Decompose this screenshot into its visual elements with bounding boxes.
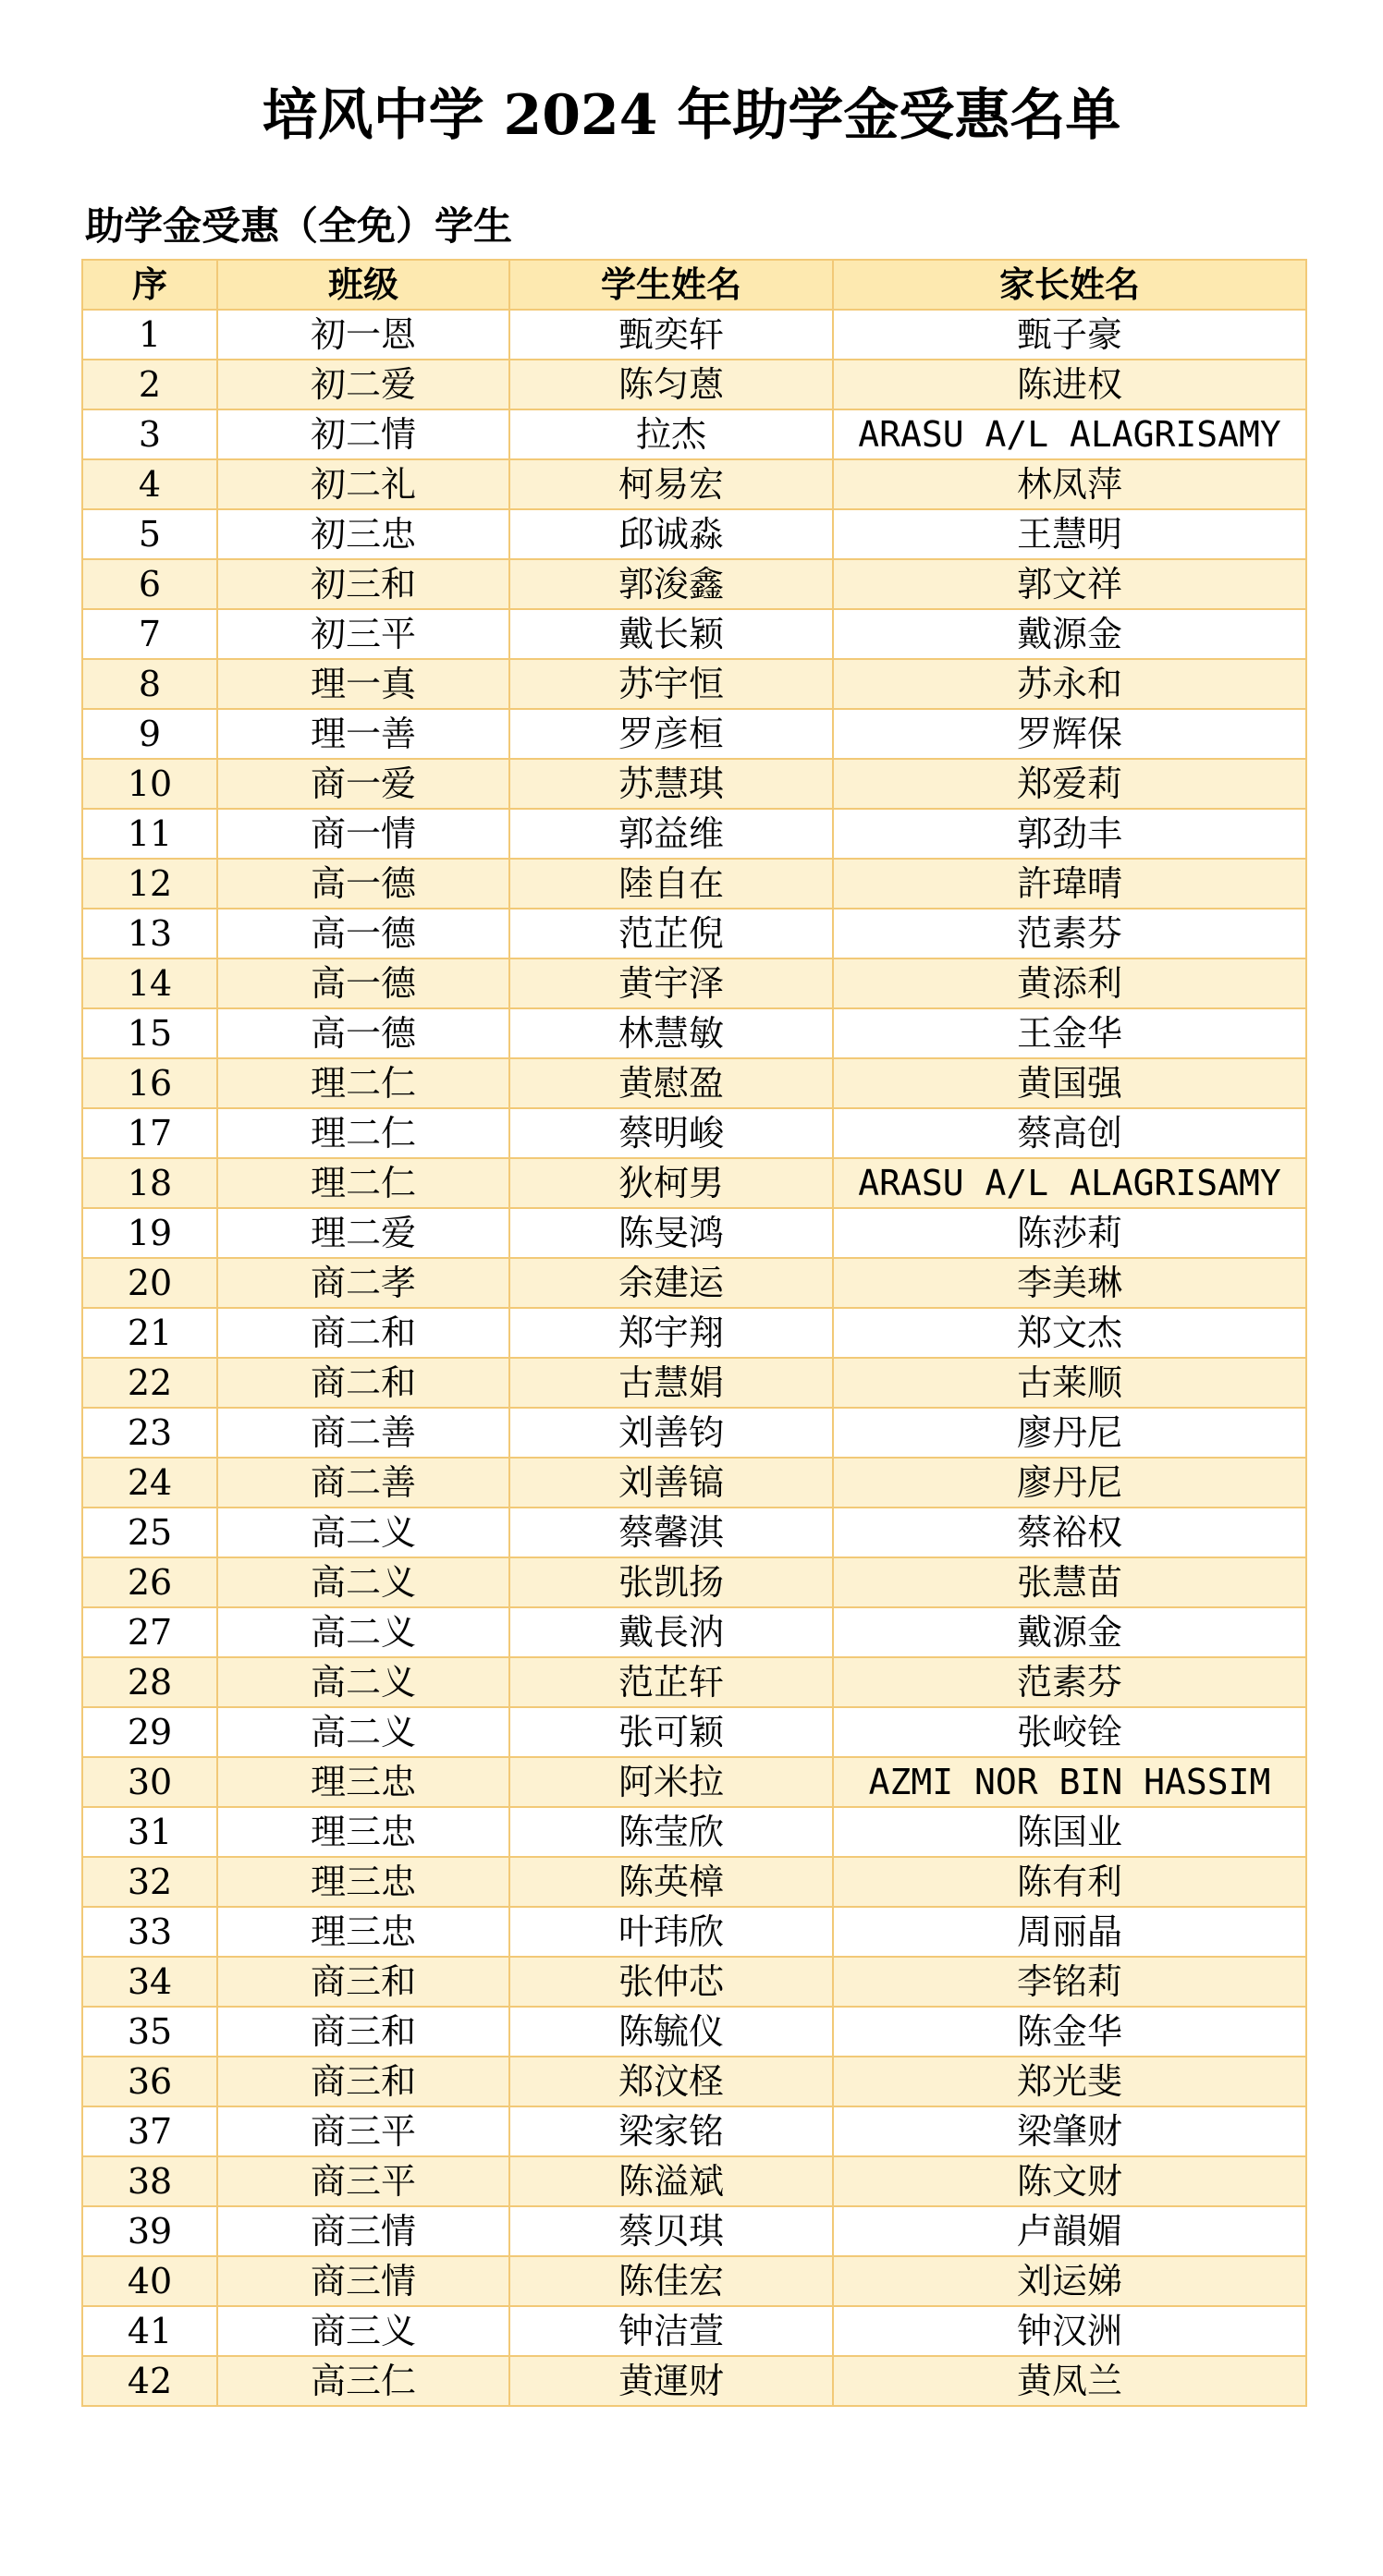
- table-row: [82, 958, 1306, 1008]
- table-row: [82, 609, 1306, 659]
- cell-class: 理三忠: [217, 1857, 509, 1907]
- cell-parent: 卢韻媚: [833, 2206, 1306, 2256]
- table-row: [82, 909, 1306, 958]
- table-header-row: [82, 260, 1306, 310]
- cell-parent: 王金华: [833, 1008, 1306, 1058]
- table-row: [82, 1757, 1306, 1807]
- cell-seq: 40: [82, 2256, 217, 2306]
- cell-parent: 郭文祥: [833, 559, 1306, 609]
- cell-parent: 梁肇财: [833, 2106, 1306, 2156]
- cell-seq: 25: [82, 1508, 217, 1557]
- cell-student: 梁家铭: [509, 2106, 833, 2156]
- cell-seq: 8: [82, 659, 217, 709]
- table-row: [82, 1508, 1306, 1557]
- table-row: [82, 360, 1306, 409]
- table-row: [82, 1208, 1306, 1258]
- cell-parent: 陈有利: [833, 1857, 1306, 1907]
- cell-class: 商二善: [217, 1408, 509, 1458]
- table-row: [82, 1358, 1306, 1408]
- recipient-table: [81, 259, 1307, 2407]
- cell-seq: 27: [82, 1607, 217, 1657]
- cell-class: 高二义: [217, 1508, 509, 1557]
- cell-class: 商三情: [217, 2206, 509, 2256]
- cell-class: 理三忠: [217, 1907, 509, 1957]
- table-row: [82, 1308, 1306, 1358]
- cell-class: 初二情: [217, 409, 509, 459]
- table-row: [82, 559, 1306, 609]
- cell-seq: 9: [82, 709, 217, 759]
- cell-seq: 34: [82, 1957, 217, 2007]
- cell-seq: 7: [82, 609, 217, 659]
- cell-student: 林慧敏: [509, 1008, 833, 1058]
- cell-seq: 21: [82, 1308, 217, 1358]
- cell-seq: 4: [82, 459, 217, 509]
- table-row: [82, 2007, 1306, 2057]
- cell-parent: 古莱顺: [833, 1358, 1306, 1408]
- cell-parent: 郭劲丰: [833, 809, 1306, 859]
- cell-student: 范芷倪: [509, 909, 833, 958]
- cell-seq: 1: [82, 310, 217, 360]
- cell-student: 戴长颖: [509, 609, 833, 659]
- cell-parent: 李美琳: [833, 1258, 1306, 1308]
- cell-parent: 林凤萍: [833, 459, 1306, 509]
- cell-parent: ARASU A/L ALAGRISAMY: [833, 1158, 1306, 1208]
- cell-seq: 28: [82, 1657, 217, 1707]
- cell-class: 商二善: [217, 1458, 509, 1508]
- cell-student: 张凯扬: [509, 1557, 833, 1607]
- cell-student: 戴長汭: [509, 1607, 833, 1657]
- cell-seq: 20: [82, 1258, 217, 1308]
- cell-class: 商二和: [217, 1308, 509, 1358]
- cell-class: 理一善: [217, 709, 509, 759]
- table-row: [82, 2206, 1306, 2256]
- cell-seq: 30: [82, 1757, 217, 1807]
- cell-seq: 19: [82, 1208, 217, 1258]
- cell-class: 商三情: [217, 2256, 509, 2306]
- cell-parent: 黄国强: [833, 1058, 1306, 1108]
- cell-class: 高二义: [217, 1557, 509, 1607]
- cell-parent: AZMI NOR BIN HASSIM: [833, 1757, 1306, 1807]
- cell-class: 理一真: [217, 659, 509, 709]
- table-row: [82, 709, 1306, 759]
- cell-parent: 张慧苗: [833, 1557, 1306, 1607]
- page-title: 培风中学 2024 年助学金受惠名单: [262, 83, 1121, 148]
- table-row: [82, 1607, 1306, 1657]
- table-row: [82, 659, 1306, 709]
- cell-seq: 16: [82, 1058, 217, 1108]
- table-row: [82, 859, 1306, 909]
- cell-class: 高二义: [217, 1657, 509, 1707]
- cell-student: 刘善钧: [509, 1408, 833, 1458]
- cell-class: 商三义: [217, 2306, 509, 2356]
- table-row: [82, 1657, 1306, 1707]
- cell-class: 高一德: [217, 1008, 509, 1058]
- cell-seq: 15: [82, 1008, 217, 1058]
- cell-seq: 38: [82, 2156, 217, 2206]
- table-row: [82, 809, 1306, 859]
- cell-seq: 5: [82, 509, 217, 559]
- cell-student: 阿米拉: [509, 1757, 833, 1807]
- table-row: [82, 310, 1306, 360]
- cell-seq: 18: [82, 1158, 217, 1208]
- cell-student: 范芷轩: [509, 1657, 833, 1707]
- cell-parent: 郑文杰: [833, 1308, 1306, 1358]
- cell-class: 商一爱: [217, 759, 509, 809]
- table-row: [82, 1258, 1306, 1308]
- cell-seq: 11: [82, 809, 217, 859]
- cell-class: 商三和: [217, 2007, 509, 2057]
- cell-class: 初三平: [217, 609, 509, 659]
- cell-seq: 42: [82, 2356, 217, 2406]
- cell-parent: 郑爱莉: [833, 759, 1306, 809]
- table-row: [82, 2156, 1306, 2206]
- cell-class: 理二仁: [217, 1158, 509, 1208]
- cell-student: 古慧娟: [509, 1358, 833, 1408]
- cell-student: 黄宇泽: [509, 958, 833, 1008]
- cell-seq: 29: [82, 1707, 217, 1757]
- table-row: [82, 1158, 1306, 1208]
- cell-class: 高二义: [217, 1707, 509, 1757]
- table-row: [82, 509, 1306, 559]
- cell-class: 商三平: [217, 2156, 509, 2206]
- cell-seq: 6: [82, 559, 217, 609]
- cell-class: 商二孝: [217, 1258, 509, 1308]
- cell-seq: 14: [82, 958, 217, 1008]
- cell-parent: 許瑋晴: [833, 859, 1306, 909]
- cell-student: 郑宇翔: [509, 1308, 833, 1358]
- table-row: [82, 1707, 1306, 1757]
- cell-seq: 23: [82, 1408, 217, 1458]
- cell-parent: 苏永和: [833, 659, 1306, 709]
- table-row: [82, 1108, 1306, 1158]
- cell-class: 商一情: [217, 809, 509, 859]
- cell-class: 初三和: [217, 559, 509, 609]
- cell-class: 理二仁: [217, 1058, 509, 1108]
- cell-class: 初三忠: [217, 509, 509, 559]
- cell-class: 商三和: [217, 1957, 509, 2007]
- cell-seq: 10: [82, 759, 217, 809]
- cell-student: 陈旻鸿: [509, 1208, 833, 1258]
- cell-parent: 廖丹尼: [833, 1458, 1306, 1508]
- cell-seq: 37: [82, 2106, 217, 2156]
- cell-student: 郭浚鑫: [509, 559, 833, 609]
- cell-class: 商三和: [217, 2057, 509, 2106]
- cell-student: 狄柯男: [509, 1158, 833, 1208]
- cell-seq: 22: [82, 1358, 217, 1408]
- header-seq: 序: [82, 260, 217, 310]
- cell-class: 高三仁: [217, 2356, 509, 2406]
- cell-class: 理二爱: [217, 1208, 509, 1258]
- cell-parent: 范素芬: [833, 1657, 1306, 1707]
- cell-seq: 33: [82, 1907, 217, 1957]
- cell-student: 刘善镐: [509, 1458, 833, 1508]
- cell-parent: 陈进权: [833, 360, 1306, 409]
- cell-student: 黄運财: [509, 2356, 833, 2406]
- table-row: [82, 1008, 1306, 1058]
- cell-student: 郭益维: [509, 809, 833, 859]
- cell-class: 初二爱: [217, 360, 509, 409]
- cell-student: 罗彦桓: [509, 709, 833, 759]
- header-parent: 家长姓名: [833, 260, 1306, 310]
- cell-student: 蔡馨淇: [509, 1508, 833, 1557]
- cell-seq: 31: [82, 1807, 217, 1857]
- cell-parent: 周丽晶: [833, 1907, 1306, 1957]
- cell-student: 陈匀蒽: [509, 360, 833, 409]
- cell-class: 商三平: [217, 2106, 509, 2156]
- cell-student: 拉杰: [509, 409, 833, 459]
- cell-class: 理三忠: [217, 1807, 509, 1857]
- cell-student: 陈溢斌: [509, 2156, 833, 2206]
- cell-seq: 41: [82, 2306, 217, 2356]
- table-row: [82, 759, 1306, 809]
- cell-parent: 罗辉保: [833, 709, 1306, 759]
- table-row: [82, 2256, 1306, 2306]
- table-row: [82, 1058, 1306, 1108]
- cell-student: 蔡明峻: [509, 1108, 833, 1158]
- cell-seq: 13: [82, 909, 217, 958]
- cell-student: 陈英樟: [509, 1857, 833, 1907]
- cell-class: 理三忠: [217, 1757, 509, 1807]
- cell-student: 余建运: [509, 1258, 833, 1308]
- cell-seq: 35: [82, 2007, 217, 2057]
- cell-student: 叶玮欣: [509, 1907, 833, 1957]
- cell-class: 理二仁: [217, 1108, 509, 1158]
- header-student: 学生姓名: [509, 260, 833, 310]
- cell-parent: 蔡高创: [833, 1108, 1306, 1158]
- cell-student: 陈毓仪: [509, 2007, 833, 2057]
- cell-seq: 24: [82, 1458, 217, 1508]
- cell-parent: 郑光斐: [833, 2057, 1306, 2106]
- cell-seq: 17: [82, 1108, 217, 1158]
- cell-parent: 蔡裕权: [833, 1508, 1306, 1557]
- cell-class: 高一德: [217, 958, 509, 1008]
- cell-parent: 陈国业: [833, 1807, 1306, 1857]
- cell-parent: 张峧铨: [833, 1707, 1306, 1757]
- table-row: [82, 459, 1306, 509]
- cell-seq: 39: [82, 2206, 217, 2256]
- table-row: [82, 1807, 1306, 1857]
- table-row: [82, 1857, 1306, 1907]
- cell-student: 张仲芯: [509, 1957, 833, 2007]
- cell-student: 张可颖: [509, 1707, 833, 1757]
- table-row: [82, 2106, 1306, 2156]
- cell-parent: 陈金华: [833, 2007, 1306, 2057]
- cell-student: 蔡贝琪: [509, 2206, 833, 2256]
- cell-seq: 36: [82, 2057, 217, 2106]
- cell-student: 陈莹欣: [509, 1807, 833, 1857]
- cell-parent: 钟汉洲: [833, 2306, 1306, 2356]
- cell-parent: 廖丹尼: [833, 1408, 1306, 1458]
- cell-student: 甄奕轩: [509, 310, 833, 360]
- cell-seq: 3: [82, 409, 217, 459]
- cell-parent: 黄添利: [833, 958, 1306, 1008]
- cell-parent: 戴源金: [833, 1607, 1306, 1657]
- cell-class: 初一恩: [217, 310, 509, 360]
- header-class: 班级: [217, 260, 509, 310]
- cell-parent: 陈莎莉: [833, 1208, 1306, 1258]
- cell-class: 初二礼: [217, 459, 509, 509]
- cell-parent: 李铭莉: [833, 1957, 1306, 2007]
- cell-seq: 26: [82, 1557, 217, 1607]
- cell-student: 郑汶柽: [509, 2057, 833, 2106]
- section-subtitle: 助学金受惠（全免）学生: [85, 203, 513, 249]
- table-row: [82, 1408, 1306, 1458]
- table-row: [82, 2356, 1306, 2406]
- cell-student: 陈佳宏: [509, 2256, 833, 2306]
- cell-class: 高一德: [217, 859, 509, 909]
- cell-parent: 范素芬: [833, 909, 1306, 958]
- cell-class: 高二义: [217, 1607, 509, 1657]
- cell-student: 邱诚淼: [509, 509, 833, 559]
- cell-student: 陸自在: [509, 859, 833, 909]
- table-row: [82, 1907, 1306, 1957]
- cell-seq: 12: [82, 859, 217, 909]
- cell-student: 柯易宏: [509, 459, 833, 509]
- cell-parent: 刘运娣: [833, 2256, 1306, 2306]
- cell-student: 苏慧琪: [509, 759, 833, 809]
- cell-student: 黄慰盈: [509, 1058, 833, 1108]
- cell-parent: ARASU A/L ALAGRISAMY: [833, 409, 1306, 459]
- cell-parent: 甄子豪: [833, 310, 1306, 360]
- cell-student: 苏宇恒: [509, 659, 833, 709]
- table-row: [82, 1557, 1306, 1607]
- table-body: [82, 310, 1306, 2406]
- cell-parent: 黄凤兰: [833, 2356, 1306, 2406]
- table-row: [82, 2057, 1306, 2106]
- cell-parent: 陈文财: [833, 2156, 1306, 2206]
- table-row: [82, 1957, 1306, 2007]
- cell-student: 钟洁萱: [509, 2306, 833, 2356]
- table-row: [82, 2306, 1306, 2356]
- cell-class: 高一德: [217, 909, 509, 958]
- table-row: [82, 1458, 1306, 1508]
- cell-parent: 王慧明: [833, 509, 1306, 559]
- table-row: [82, 409, 1306, 459]
- cell-class: 商二和: [217, 1358, 509, 1408]
- cell-seq: 32: [82, 1857, 217, 1907]
- cell-seq: 2: [82, 360, 217, 409]
- cell-parent: 戴源金: [833, 609, 1306, 659]
